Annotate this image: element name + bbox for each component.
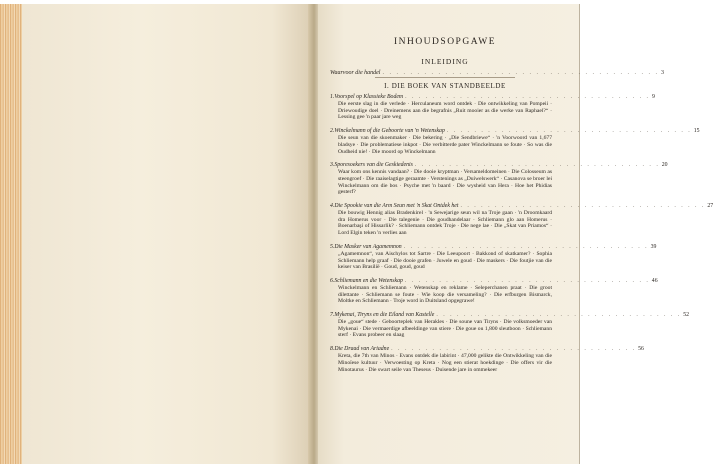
dot-leader: . . . . . . . . . . . . . . . . . . . . . . . . . . . . . . . . . . . . bbox=[403, 243, 649, 250]
chapter-title: Schliemann en die Wetenskap bbox=[334, 277, 403, 284]
page-edges-left bbox=[0, 4, 24, 464]
chapter-heading bbox=[330, 203, 713, 210]
chapter-entry bbox=[330, 94, 655, 121]
toc-title: INHOUDSOPGAWE bbox=[393, 37, 497, 47]
left-page-blank bbox=[22, 4, 316, 464]
dot-leader: . . . . . . . . . . . . . . . . . . . . . . . . . . . . . . . . . . . . bbox=[460, 203, 706, 210]
chapter-summary: Kreta, die 7th van Minos · Evans ontdek die labirint · 47,000 gelikte die Ontwikkeling van die Minoïese kultuur · Verwoesting op Kreta · Nog een stierat hoekdinge · Die offers vir die Minotaurus · Die swart seile van Theseus · Duisende jare in ommekeer bbox=[338, 353, 552, 373]
table-of-contents bbox=[330, 30, 713, 380]
part-heading: I. DIE BOEK VAN STANDBEELDE bbox=[384, 82, 506, 90]
chapter-title: Voorspel op Klassieke Bodem bbox=[334, 94, 404, 100]
chapter-summary: Die bouwig Hennig alias Bradenkirel · 'n Sewejarige seun wil na Troje gaan · 'n Droomkaard dra Homerus voor · Die talegenie · Die goudhandelaar · Schliemann glo aan Homerus · Boenarbaşi of Hissarlik? · Schliemann ontdek Troje · Die nege lae · Die „Skat van Priamos“ · Lord Elgin teken 'n verlies aan bbox=[338, 210, 552, 237]
dot-leader: . . . . . . . . . . . . . . . . . . . . . . . . . . . . . . . . . . . . bbox=[391, 346, 637, 353]
chapter-number: 4. bbox=[330, 203, 335, 210]
chapter-entry bbox=[330, 312, 690, 339]
dot-leader: . . . . . . . . . . . . . . . . . . . . . . . . . . . . . . . . . . . . bbox=[404, 277, 650, 284]
chapter-summary: „Agamemnon“, van Aischylos tot Sartre · Die Leeupoort · Bakkond of skatkamer? · Sophia Schliemann help graaf · Die dooie grafen · Juwele en goud · Die maskers · Die foutjie van die keiser van Brasilië · Goud, goud, goud bbox=[338, 250, 552, 271]
chapter-entry bbox=[330, 243, 657, 271]
chapter-heading bbox=[330, 162, 668, 169]
chapter-summary: Die „goue“ stede · Geboorteplek van Herakles · Die soune van Tiryns · Die volksmoeder van Mykenai · Die vermaerdige afbeeldinge van stiere · Die goue ou 1,800 sleutboon · Schliemann sterf · Evans probeer en slaag bbox=[338, 319, 552, 339]
chapter-number: 5. bbox=[330, 243, 335, 250]
chapter-number: 3. bbox=[330, 162, 335, 169]
chapter-summary: Die seun van die skoenmaker · Die bekering · „Die Sendbriewe“ · 'n Voorwoord van 1,677 bladsye · Die problematiese inkpot · Die verbitterde pater Winckelmann se foute · So was die Oudheid nie! · Die moord op Winckelmann bbox=[338, 135, 552, 155]
chapter-entry bbox=[330, 162, 668, 196]
chapter-title: Winckelmann of die Geboorte van 'n Wetenskap bbox=[334, 128, 445, 135]
chapter-summary: Waar kom ons kennis vandaan? · Die dooie kryptman · Versameldomeinen · Die Colosseum as steengroef · Die raaiselagtige geraamte · Verstenings as „Duiwelswerk“ · Casanova se broer lei Winckelmann om die bos · Psyche met 'n baard · Die wysheid van Hera · Hoe het Phidias gesterf? bbox=[338, 169, 552, 196]
dot-leader: . . . . . . . . . . . . . . . . . . . . . . . . . . . . . . . . . . . . bbox=[414, 162, 660, 169]
dot-leader: . . . . . . . . . . . . . . . . . . . . . . . . . . . . . . . . . . . . . . . . bbox=[382, 70, 659, 76]
chapter-title: Die Spookie van die Arm Seun met 'n Skat Ontdek het bbox=[334, 203, 459, 210]
chapter-heading bbox=[330, 346, 644, 353]
dot-leader: . . . . . . . . . . . . . . . . . . . . . . . . . . . . . . . . . . . . bbox=[446, 128, 692, 135]
chapter-summary: Winckelmann en Schliemann · Wetenskap en reklame · Seleperchanen praat · Die groot dilettante · Schliemann se foute · Wie koop die versameling? · Die erfburgen Bismarck, Moltke en Schliemann · Troje word in Duitsland opgegrawe! bbox=[338, 284, 552, 305]
chapter-heading bbox=[330, 312, 690, 319]
chapter-number: 2. bbox=[330, 128, 335, 135]
chapter-page: 46 bbox=[651, 277, 658, 284]
chapter-page: 15 bbox=[693, 128, 700, 135]
chapter-entry bbox=[330, 203, 713, 237]
chapter-entry bbox=[330, 128, 700, 155]
dot-leader: . . . . . . . . . . . . . . . . . . . . . . . . . . . . . . . . . . . . bbox=[436, 312, 682, 319]
intro-label: Waarvoor die handel bbox=[330, 70, 381, 76]
chapter-number: 8. bbox=[330, 346, 335, 353]
chapter-page: 27 bbox=[707, 203, 713, 210]
chapter-number: 1. bbox=[330, 94, 335, 100]
dot-leader: . . . . . . . . . . . . . . . . . . . . . . . . . . . . . . . . . . . . bbox=[405, 94, 651, 100]
intro-entry bbox=[330, 70, 664, 77]
chapter-page: 39 bbox=[650, 243, 657, 250]
chapter-title: Die Draad van Ariadne bbox=[334, 346, 390, 353]
intro-page: 3 bbox=[660, 70, 664, 76]
chapter-entry bbox=[330, 346, 644, 373]
chapter-page: 20 bbox=[661, 162, 668, 169]
chapter-title: Mykenai, Tiryns en die Eiland van Kastelle bbox=[334, 312, 435, 319]
chapter-heading bbox=[330, 277, 658, 285]
part-divider bbox=[375, 77, 515, 78]
chapter-title: Sporesoekers van die Geskiedenis bbox=[334, 162, 413, 169]
chapter-number: 7. bbox=[330, 312, 335, 319]
chapter-number: 6. bbox=[330, 277, 335, 284]
chapter-heading bbox=[330, 94, 655, 101]
chapter-title: Die Masker van Agamemnon bbox=[334, 243, 402, 250]
chapter-entry bbox=[330, 277, 658, 305]
chapter-page: 52 bbox=[683, 312, 690, 319]
chapter-summary: Die eerste slag in die verlede · Herculaneum word ontdek · Die ontwikkeling van Pompeii · Driewoudige doel · Dreinemens aan die begrafnis „Ruit mooier as die werke van Raphael?“ · Lessing gee 'n paar jare weg bbox=[338, 101, 552, 121]
toc-subtitle: INLEIDING bbox=[421, 57, 469, 66]
chapter-page: 56 bbox=[638, 346, 644, 353]
chapter-page: 9 bbox=[652, 94, 655, 100]
chapter-heading bbox=[330, 243, 657, 251]
